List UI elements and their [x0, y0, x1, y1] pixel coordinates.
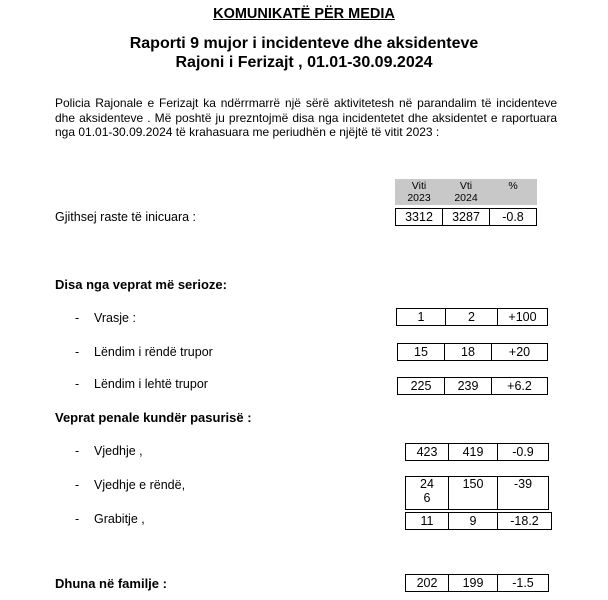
- list-dash: -: [75, 377, 80, 391]
- report-subtitle-line1: Raporti 9 mujor i incidenteve dhe aksidenteve: [129, 35, 479, 52]
- col-2023-top: Viti: [411, 180, 427, 192]
- aggravated-theft-values-row: [405, 476, 549, 510]
- serious-injury-values-row: [397, 343, 548, 361]
- serious-injury-2024: 18: [445, 344, 492, 361]
- item-label-light-injury: Lëndim i lehtë trupor: [94, 377, 208, 391]
- serious-injury-pct: +20: [492, 344, 548, 361]
- serious-heading: Disa nga veprat më serioze:: [55, 277, 227, 292]
- total-values-row: [395, 208, 537, 226]
- property-heading: Veprat penale kundër pasurisë :: [55, 410, 252, 425]
- robbery-pct: -18.2: [498, 513, 552, 530]
- theft-pct: -0.9: [498, 444, 549, 461]
- aggravated-theft-2023-line1: 24: [420, 477, 434, 491]
- murder-2024: 2: [446, 309, 498, 326]
- aggravated-theft-2023: [406, 477, 449, 510]
- robbery-values-row: [405, 512, 552, 530]
- item-label-serious-injury: Lëndim i rëndë trupor: [94, 345, 213, 359]
- light-injury-2023: 225: [398, 378, 445, 395]
- item-label-murder: Vrasje :: [94, 311, 136, 325]
- aggravated-theft-2024: 150: [449, 477, 498, 510]
- aggravated-theft-2023-line2: 6: [423, 491, 431, 505]
- col-2024-top: Vti: [459, 180, 473, 192]
- press-release-title: KOMUNIKATË PËR MEDIA: [213, 6, 395, 22]
- theft-2024: 419: [449, 444, 498, 461]
- family-violence-values-row: [405, 574, 549, 592]
- list-dash: -: [75, 345, 80, 359]
- light-injury-pct: +6.2: [492, 378, 548, 395]
- total-pct: -0.8: [490, 209, 537, 226]
- report-subtitle: [0, 34, 608, 72]
- list-dash: -: [75, 311, 80, 325]
- family-violence-pct: -1.5: [498, 575, 549, 592]
- total-2024: 3287: [443, 209, 490, 226]
- list-dash: -: [75, 444, 80, 458]
- report-subtitle-line2: Rajoni i Ferizajt , 01.01-30.09.2024: [175, 54, 433, 71]
- total-2023: 3312: [396, 209, 443, 226]
- family-violence-2023: 202: [406, 575, 449, 592]
- col-pct-header: %: [490, 180, 537, 205]
- list-dash: -: [75, 512, 80, 526]
- list-dash: -: [75, 478, 80, 492]
- family-violence-2024: 199: [449, 575, 498, 592]
- murder-pct: +100: [498, 309, 548, 326]
- theft-2023: 423: [406, 444, 449, 461]
- serious-injury-2023: 15: [398, 344, 445, 361]
- light-injury-2024: 239: [445, 378, 492, 395]
- col-2024-header: [443, 180, 490, 205]
- robbery-2023: 11: [406, 513, 449, 530]
- theft-values-row: [405, 443, 549, 461]
- murder-2023: 1: [397, 309, 446, 326]
- total-label: Gjithsej raste të inicuara :: [55, 210, 197, 224]
- robbery-2024: 9: [449, 513, 498, 530]
- col-2024-bottom: 2024: [454, 192, 478, 204]
- col-2023-header: [396, 180, 443, 205]
- col-2023-bottom: 2023: [407, 192, 431, 204]
- family-violence-label: Dhuna në familje :: [55, 576, 167, 591]
- aggravated-theft-pct: -39: [498, 477, 549, 510]
- item-label-robbery: Grabitje ,: [94, 512, 145, 526]
- light-injury-values-row: [397, 377, 548, 395]
- column-header: [395, 179, 537, 205]
- item-label-aggravated-theft: Vjedhje e rëndë,: [94, 478, 186, 492]
- item-label-theft: Vjedhje ,: [94, 444, 143, 458]
- murder-values-row: [396, 308, 548, 326]
- intro-paragraph: Policia Rajonale e Ferizajt ka ndërrmarrë një sërë aktivitetesh në parandalim të incidenteve dhe aksidenteve . Më poshtë ju prezntojmë disa nga incidentetet dhe aksidentet e raportuara nga 01.01-30.09.2024 të krahasuara me periudhën e njëjtë të vitit 2023 :: [55, 96, 557, 139]
